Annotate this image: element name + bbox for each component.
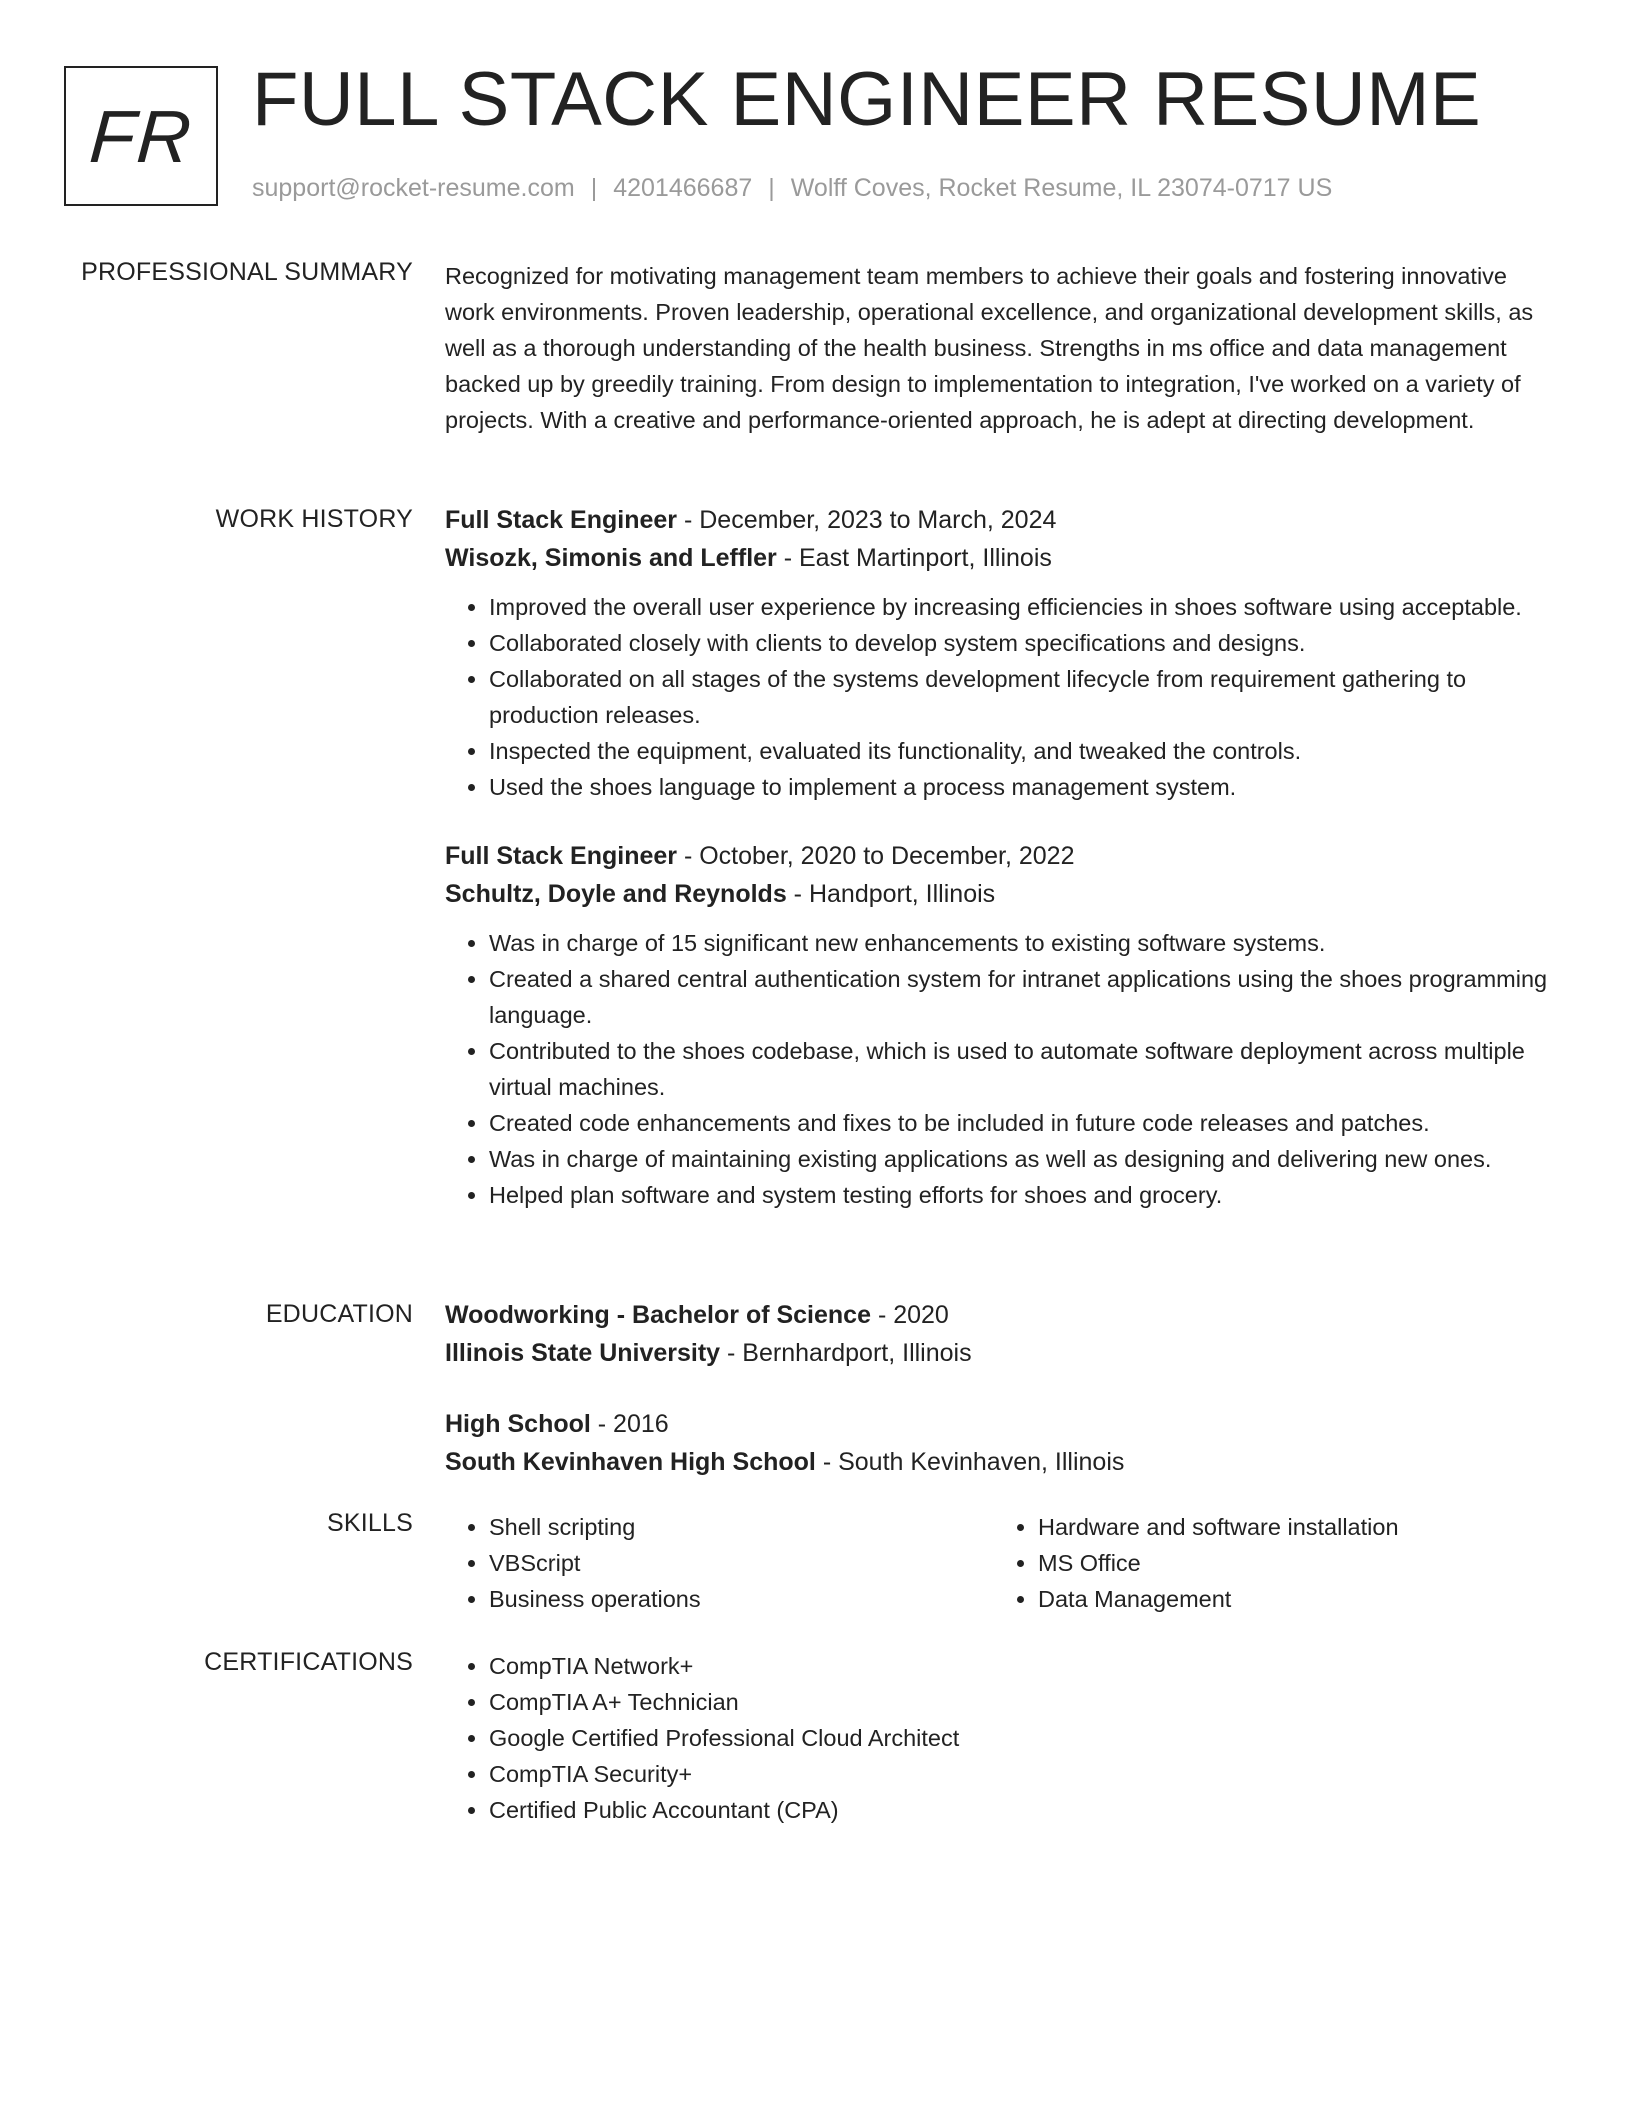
education-degree-line (445, 1405, 1550, 1443)
education-location: - Bernhardport, Illinois (720, 1339, 972, 1367)
job-company-line (445, 875, 1550, 913)
certifications-list (445, 1648, 1550, 1828)
contact-phone: 4201466687 (613, 174, 753, 202)
certification-item: • CompTIA Security+ (489, 1756, 1550, 1792)
job-bullet: • Improved the overall user experience by increasing efficiencies in shoes software using acceptable. (489, 589, 1550, 625)
summary-content (445, 258, 1550, 438)
skill-item: • Shell scripting (489, 1509, 994, 1545)
education-heading: EDUCATION (265, 1300, 413, 1328)
job-bullet: • Contributed to the shoes codebase, which is used to automate software deployment across multiple virtual machines. (489, 1033, 1550, 1105)
skills-heading: SKILLS (327, 1509, 413, 1537)
job-bullet: • Was in charge of 15 significant new enhancements to existing software systems. (489, 925, 1550, 961)
skills-columns (445, 1509, 1550, 1617)
job-dates: - December, 2023 to March, 2024 (677, 506, 1057, 534)
education-school: Illinois State University (445, 1339, 721, 1367)
job-bullet: • Created a shared central authentication system for intranet applications using the shoes programming language. (489, 961, 1550, 1033)
job-company: Schultz, Doyle and Reynolds (445, 880, 787, 908)
job-company: Wisozk, Simonis and Leffler (445, 544, 777, 572)
skill-item: • Data Management (1038, 1581, 1543, 1617)
monogram-box (64, 66, 218, 206)
contact-email: support@rocket-resume.com (252, 174, 575, 202)
job-company-line (445, 539, 1550, 577)
job-title-line (445, 501, 1550, 539)
skills-list-right (994, 1509, 1543, 1617)
certifications-heading: CERTIFICATIONS (204, 1648, 413, 1676)
job-bullet: • Inspected the equipment, evaluated its functionality, and tweaked the controls. (489, 733, 1550, 769)
education-degree: Woodworking - Bachelor of Science (445, 1301, 871, 1329)
education-degree-line (445, 1296, 1550, 1334)
skill-item: • Hardware and software installation (1038, 1509, 1543, 1545)
certification-item: • Certified Public Accountant (CPA) (489, 1792, 1550, 1828)
summary-text: Recognized for motivating management team members to achieve their goals and fostering innovative work environments. Proven leadership, operational excellence, and organizational development skills, as well as a thorough understanding of the health business. Strengths in ms office and data management backed up by greedily training. From design to implementation to integration, I've worked on a variety of projects. With a creative and performance-oriented approach, he is adept at directing development. (445, 263, 1534, 433)
resume-title: FULL STACK ENGINEER RESUME (252, 57, 1482, 142)
job-bullets (445, 925, 1550, 1213)
education-degree: High School (445, 1410, 591, 1438)
work-history-content (445, 501, 1550, 1213)
job-title: Full Stack Engineer (445, 506, 678, 534)
contact-separator: | (590, 174, 598, 202)
certifications-content (445, 1648, 1550, 1828)
job-bullet: • Helped plan software and system testing efforts for shoes and grocery. (489, 1177, 1550, 1213)
monogram-initials: FR (86, 94, 196, 178)
job-location: - East Martinport, Illinois (776, 544, 1052, 572)
job-dates: - October, 2020 to December, 2022 (677, 842, 1075, 870)
education-content (445, 1296, 1550, 1481)
job-bullet: • Collaborated closely with clients to develop system specifications and designs. (489, 625, 1550, 661)
education-school-line (445, 1443, 1550, 1481)
job-entry (445, 837, 1550, 1213)
summary-heading: PROFESSIONAL SUMMARY (81, 258, 413, 286)
skills-list-left (445, 1509, 994, 1617)
education-school: South Kevinhaven High School (445, 1448, 816, 1476)
education-year: - 2020 (871, 1301, 949, 1329)
certification-item: • CompTIA Network+ (489, 1648, 1550, 1684)
job-bullet: • Created code enhancements and fixes to be included in future code releases and patches. (489, 1105, 1550, 1141)
contact-address: Wolff Coves, Rocket Resume, IL 23074-0717 US (790, 174, 1333, 202)
skill-item: • Business operations (489, 1581, 994, 1617)
job-bullets (445, 589, 1550, 805)
certification-item: • CompTIA A+ Technician (489, 1684, 1550, 1720)
certification-item: • Google Certified Professional Cloud Architect (489, 1720, 1550, 1756)
contact-line (252, 174, 1332, 203)
education-location: - South Kevinhaven, Illinois (815, 1448, 1125, 1476)
contact-separator: | (768, 174, 775, 202)
job-bullet: • Was in charge of maintaining existing applications as well as designing and delivering new ones. (489, 1141, 1550, 1177)
job-title: Full Stack Engineer (445, 842, 678, 870)
skill-item: • MS Office (1038, 1545, 1543, 1581)
job-bullet: • Used the shoes language to implement a process management system. (489, 769, 1550, 805)
skill-item: • VBScript (489, 1545, 994, 1581)
job-bullet: • Collaborated on all stages of the systems development lifecycle from requirement gathering to production releases. (489, 661, 1550, 733)
education-entry (445, 1296, 1550, 1372)
skills-content (445, 1509, 1550, 1617)
education-school-line (445, 1334, 1550, 1372)
education-entry (445, 1405, 1550, 1481)
job-entry (445, 501, 1550, 805)
work-history-heading: WORK HISTORY (215, 505, 413, 533)
education-year: - 2016 (590, 1410, 669, 1438)
job-title-line (445, 837, 1550, 875)
job-location: - Handport, Illinois (786, 880, 996, 908)
